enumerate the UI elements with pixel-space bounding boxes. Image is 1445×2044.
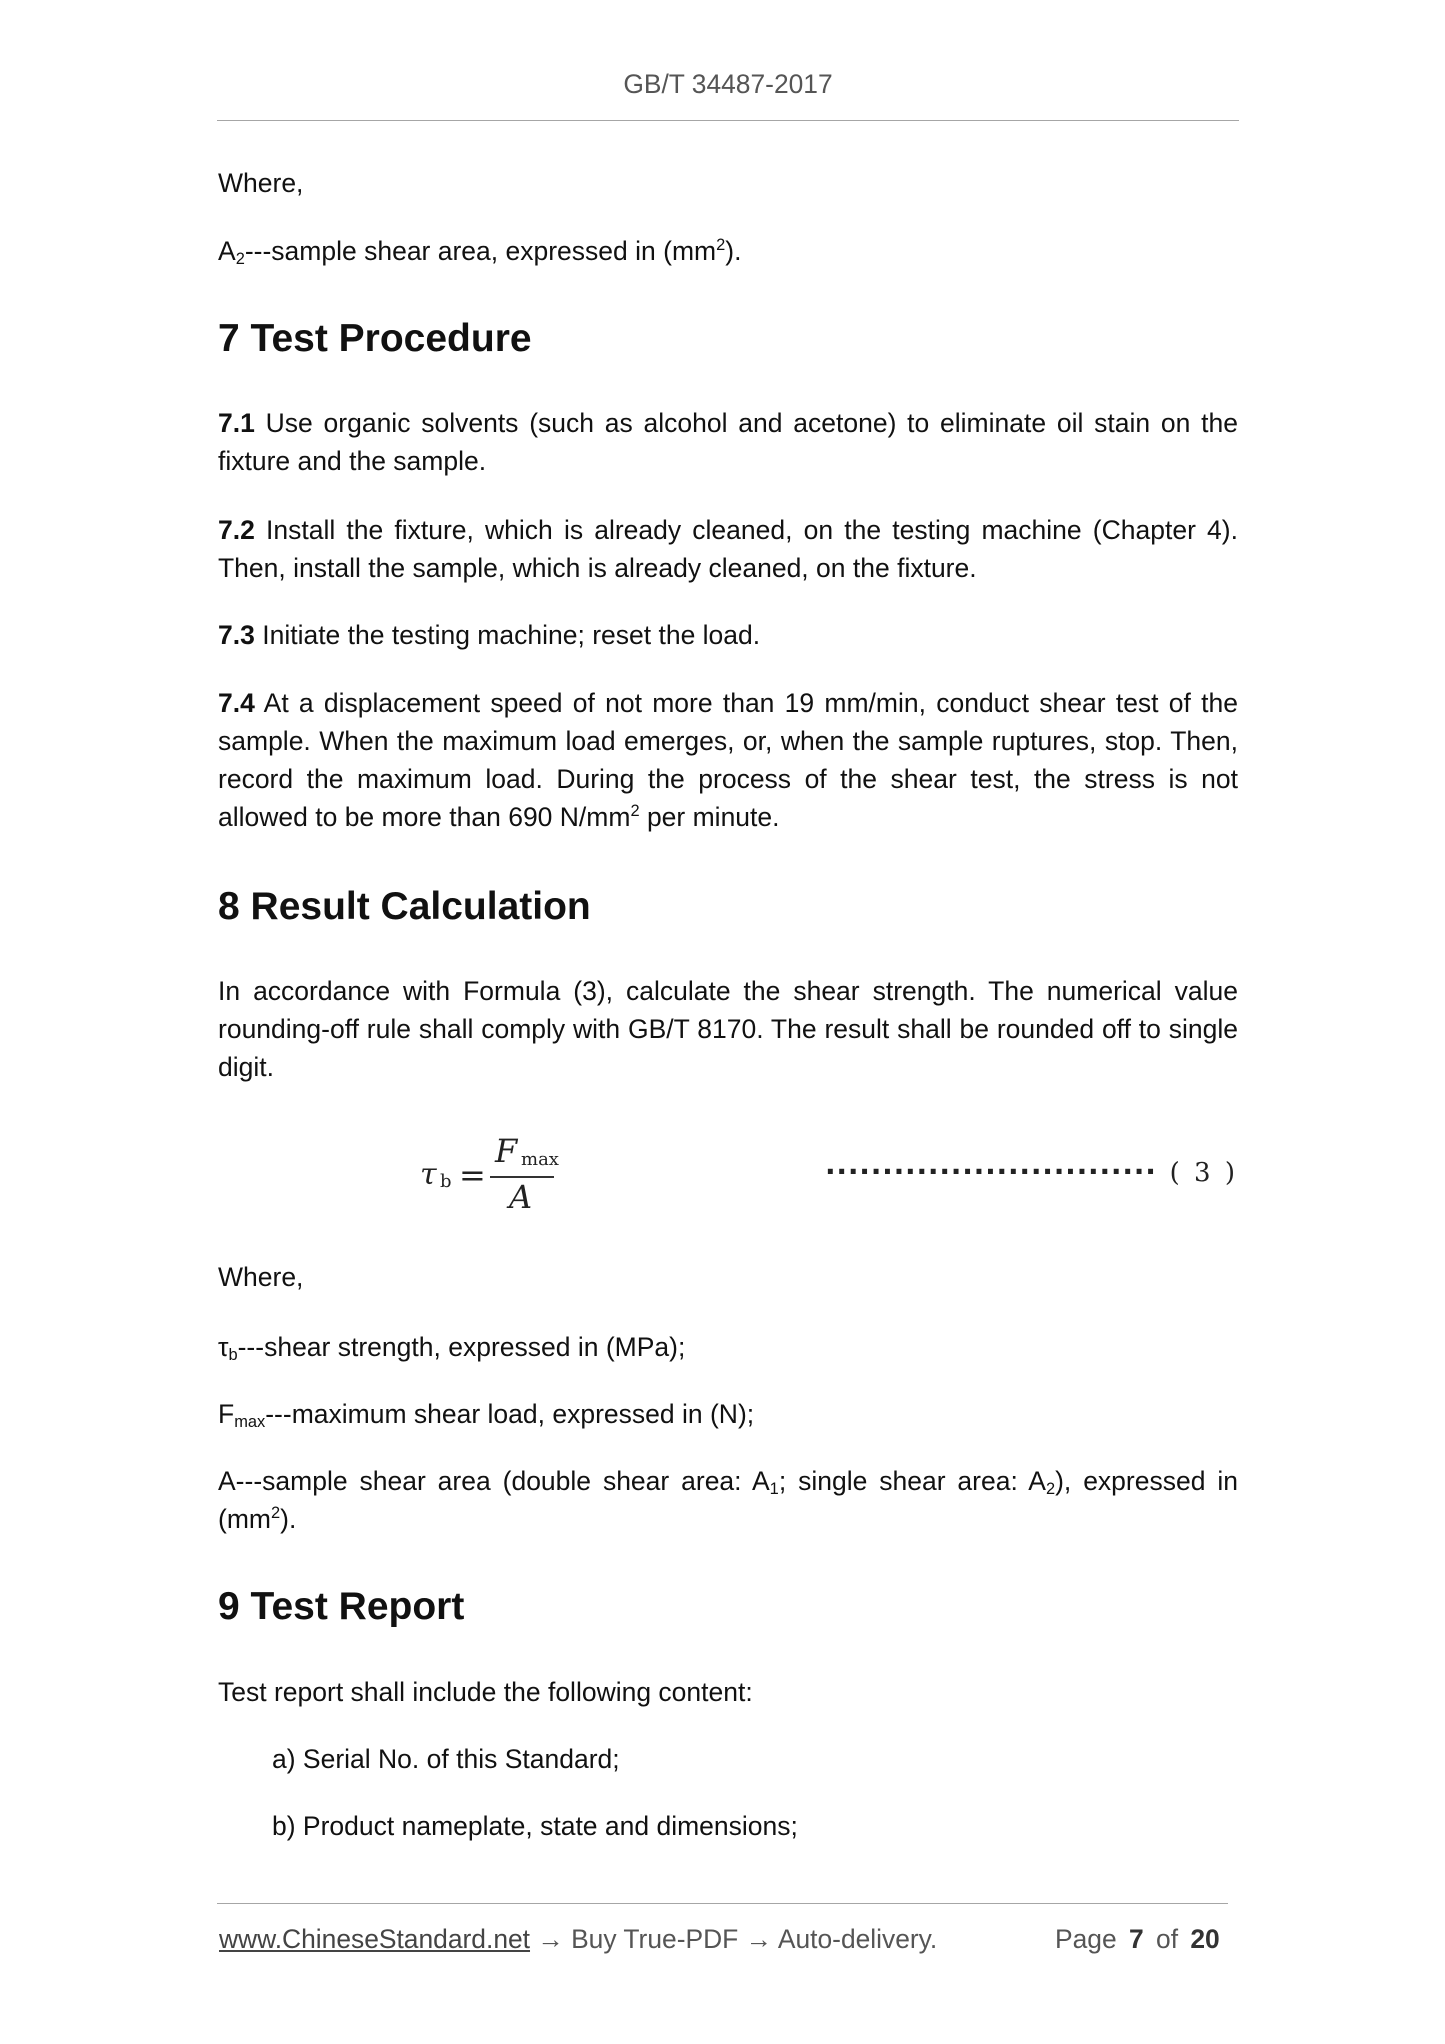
clause-number: 7.1 — [218, 408, 255, 438]
clause-text: Install the fixture, which is already cleaned, on the testing machine (Chapter 4). Then, install the sample, which is already cleaned, on the fixture. — [218, 515, 1238, 583]
symbol-f: F — [218, 1399, 235, 1429]
page-total: 20 — [1190, 1924, 1220, 1954]
page-label: Page — [1055, 1924, 1117, 1954]
definition-end: ). — [725, 236, 742, 266]
definition-text: ---shear strength, expressed in (MPa); — [237, 1332, 686, 1362]
section-heading-9: 9 Test Report — [218, 1585, 465, 1628]
subscript: 2 — [235, 250, 245, 269]
where-label: Where, — [218, 1262, 304, 1292]
page-of-label: of — [1156, 1924, 1179, 1954]
list-item: b) Product nameplate, state and dimensions; — [272, 1811, 798, 1841]
clause-text: At a displacement speed of not more than 19 mm/min, conduct shear test of the sample. When the maximum load emerges, or, when the sample ruptures, stop. Then, record the maximum load. During the process of the shear test, the stress is not allowed to be more than 690 N/mm — [218, 688, 1238, 832]
where-label: Where, — [218, 168, 304, 198]
definition-fmax — [218, 1395, 1238, 1433]
header-rule — [217, 120, 1239, 121]
symbol-tau: τ — [218, 1332, 229, 1362]
clause-number: 7.2 — [218, 515, 255, 545]
formula-numerator-subscript: max — [521, 1149, 559, 1170]
subscript: 1 — [769, 1480, 779, 1499]
superscript: 2 — [630, 802, 640, 821]
promo-text: → Buy True-PDF → Auto-delivery. — [537, 1924, 938, 1954]
definition-text-mid: ; single shear area: A — [778, 1466, 1046, 1496]
definition-tau-b — [218, 1328, 1238, 1366]
report-intro: Test report shall include the following content: — [218, 1677, 753, 1707]
page-indicator — [1055, 1920, 1220, 1958]
clause-number: 7.3 — [218, 620, 255, 650]
definition-text: ---maximum shear load, expressed in (N); — [265, 1399, 755, 1429]
equation-number: ( 3 ) — [1169, 1158, 1235, 1188]
clause-number: 7.4 — [218, 688, 255, 718]
formula-equals: = — [459, 1156, 486, 1194]
calculation-paragraph: In accordance with Formula (3), calculate the shear strength. The numerical value rounding-off rule shall comply with GB/T 8170. The result shall be rounded off to single digit. — [218, 976, 1238, 1082]
subscript: 2 — [1045, 1480, 1056, 1499]
subscript: b — [228, 1346, 238, 1365]
definition-end: ). — [280, 1504, 297, 1534]
clause-text: Use organic solvents (such as alcohol and acetone) to eliminate oil stain on the fixture and the sample. — [218, 408, 1238, 476]
clause-7-2 — [218, 511, 1238, 587]
section-heading-7: 7 Test Procedure — [218, 317, 532, 360]
footer-promo — [219, 1920, 937, 1958]
definition-text: A---sample shear area (double shear area: A — [218, 1466, 770, 1496]
dotted-leader: ····························· — [825, 1155, 1157, 1188]
formula-numerator: F — [495, 1132, 518, 1170]
clause-7-4 — [218, 684, 1238, 836]
website-link[interactable]: www.ChineseStandard.net — [219, 1924, 531, 1954]
document-header: GB/T 34487-2017 — [623, 69, 833, 99]
symbol-a: A — [218, 236, 236, 266]
footer-rule — [217, 1903, 1228, 1904]
clause-text: Initiate the testing machine; reset the load. — [262, 620, 761, 650]
definition-text: ---sample shear area, expressed in (mm — [244, 236, 717, 266]
clause-text-end: per minute. — [639, 802, 780, 832]
superscript: 2 — [716, 236, 726, 255]
superscript: 2 — [270, 1504, 281, 1523]
clause-7-1 — [218, 404, 1238, 480]
section-heading-8: 8 Result Calculation — [218, 885, 591, 928]
definition-text-mid: ), expressed in (mm — [218, 1466, 1238, 1534]
formula-denominator: A — [509, 1178, 533, 1216]
page-number: 7 — [1128, 1924, 1144, 1954]
clause-7-3 — [218, 616, 1238, 654]
formula-tau-subscript: b — [440, 1171, 452, 1192]
definition-a — [218, 1462, 1238, 1538]
definition-a2 — [218, 232, 1238, 270]
subscript: max — [234, 1413, 266, 1432]
list-item: a) Serial No. of this Standard; — [272, 1744, 620, 1774]
formula-tau: τ — [420, 1157, 437, 1192]
